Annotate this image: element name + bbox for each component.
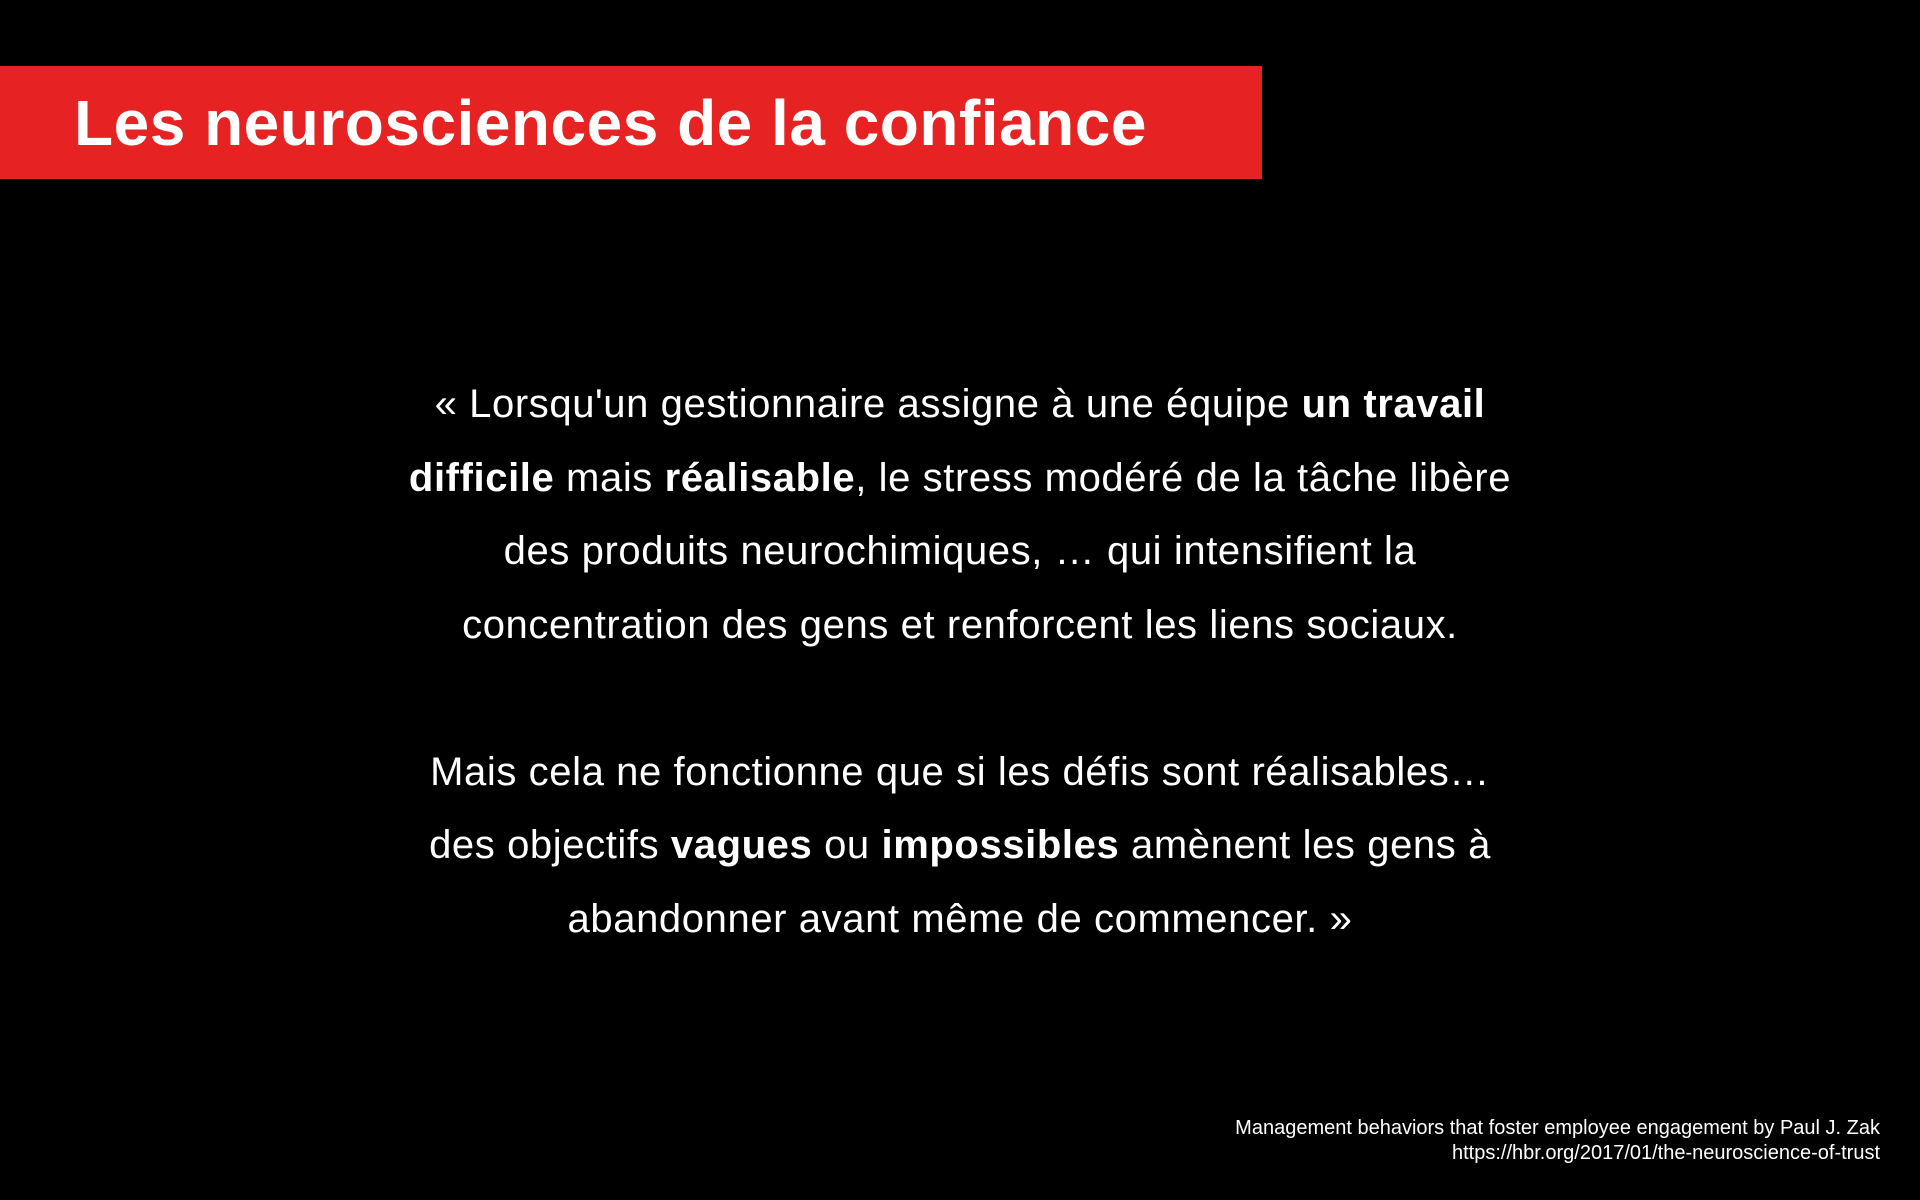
slide-title: Les neurosciences de la confiance xyxy=(74,86,1147,159)
quote-line xyxy=(320,736,1600,810)
quote-block xyxy=(320,368,1600,956)
source-author: Management behaviors that foster employee engagement by Paul J. Zak xyxy=(1235,1117,1880,1139)
quote-line xyxy=(320,589,1600,663)
quote-text: , le stress modéré de la tâche libère xyxy=(855,455,1512,500)
quote-text: amènent les gens à xyxy=(1119,823,1491,867)
quote-text: mais xyxy=(554,455,665,500)
quote-emphasis: impossibles xyxy=(881,823,1120,867)
quote-emphasis: réalisable xyxy=(664,455,856,500)
quote-line xyxy=(320,515,1600,589)
quote-emphasis: difficile xyxy=(408,455,555,500)
quote-text: des objectifs xyxy=(429,823,671,867)
quote-emphasis: vagues xyxy=(670,823,813,867)
source-citation xyxy=(1235,1116,1880,1166)
quote-text: ou xyxy=(812,823,882,867)
title-banner xyxy=(0,66,1262,179)
quote-text: « Lorsqu'un gestionnaire assigne à une équipe xyxy=(434,382,1302,426)
source-url: https://hbr.org/2017/01/the-neuroscience-of-trust xyxy=(1451,1142,1880,1164)
quote-line xyxy=(320,809,1600,883)
paragraph-spacer xyxy=(320,662,1600,736)
quote-text: des produits neurochimiques, … qui intensifient la xyxy=(503,529,1417,573)
quote-emphasis: un travail xyxy=(1301,382,1486,426)
quote-text: Mais cela ne fonctionne que si les défis sont réalisables… xyxy=(430,749,1490,794)
quote-line xyxy=(320,883,1600,957)
quote-text: abandonner avant même de commencer. » xyxy=(567,896,1353,941)
quote-text: concentration des gens et renforcent les liens sociaux. xyxy=(462,602,1458,647)
quote-line xyxy=(320,442,1600,516)
quote-line xyxy=(320,368,1600,442)
